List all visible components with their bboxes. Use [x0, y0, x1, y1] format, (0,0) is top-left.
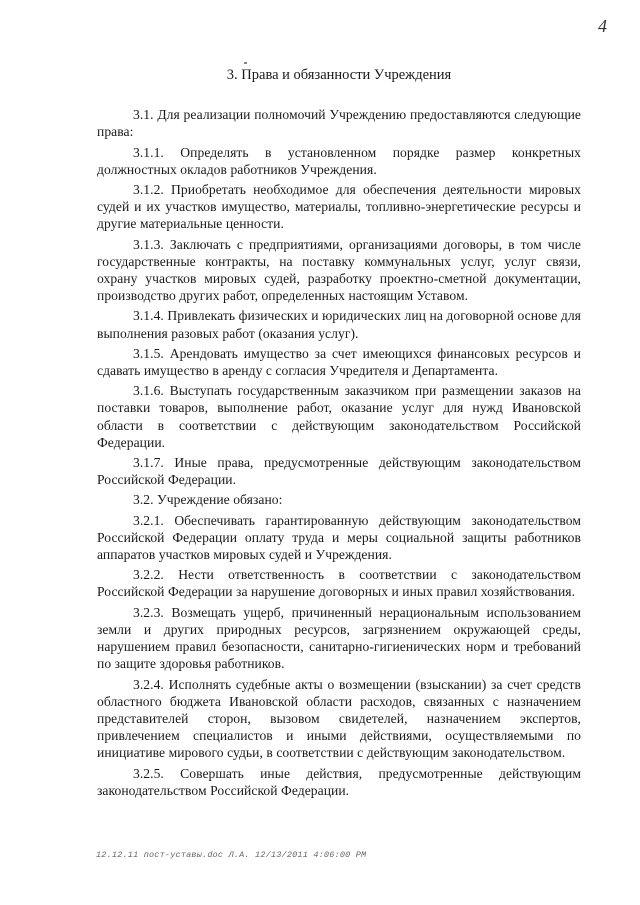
paragraph-3-1-4: 3.1.4. Привлекать физических и юридических лиц на договорной основе для выполнения разовых работ (оказания услуг).: [97, 308, 581, 341]
paragraph-3-2-3: 3.2.3. Возмещать ущерб, причиненный нерациональным использованием земли и других природных ресурсов, загрязнением окружающей среды, нарушением правил безопасности, санитарно-гигиенических норм и требований по защите здоровья работников.: [97, 604, 581, 672]
document-body: [97, 67, 581, 802]
page-number: 4: [598, 16, 607, 36]
paragraph-3-1-6: 3.1.6. Выступать государственным заказчиком при размещении заказов на поставки товаров, выполнение работ, оказание услуг для нужд Ивановской области в соответствии с действующим законодательством Российской Федерации.: [97, 383, 581, 450]
paragraph-3-2-2: 3.2.2. Нести ответственность в соответствии с законодательством Российской Федерации за нарушение договорных и иных правил хозяйствования.: [97, 567, 581, 600]
paragraph-3-1-5: 3.1.5. Арендовать имущество за счет имеющихся финансовых ресурсов и сдавать имущество в аренду с согласия Учредителя и Департамента.: [97, 345, 581, 379]
scan-speck: [244, 62, 247, 64]
paragraph-3-2-1: 3.2.1. Обеспечивать гарантированную действующим законодательством Российской Федерации оплату труда и меры социальной защиты работников аппаратов участков мировых судей и Учреждения.: [97, 512, 581, 563]
paragraph-3-1-1: 3.1.1. Определять в установленном порядке размер конкретных должностных окладов работников Учреждения.: [97, 144, 581, 177]
paragraph-3-1-3: 3.1.3. Заключать с предприятиями, организациями договоры, в том числе государственные контракты, на поставку коммунальных услуг, услуг связи, охрану участков мировых судей, разработку проектно-сметной документации, производство других работ, определенных настоящим Уставом.: [97, 236, 581, 304]
paragraph-3-1: 3.1. Для реализации полномочий Учреждению предоставляются следующие права:: [97, 107, 581, 140]
section-title: 3. Права и обязанности Учреждения: [226, 67, 452, 83]
paragraph-3-1-2: 3.1.2. Приобретать необходимое для обеспечения деятельности мировых судей и их участков имущество, материалы, топливно-энергетические ресурсы и другие материальные ценности.: [97, 182, 581, 232]
paragraph-3-1-7: 3.1.7. Иные права, предусмотренные действующим законодательством Российской Федерации.: [97, 455, 581, 488]
file-footer: 12.12.11 пост-уставы.doc Л.А. 12/13/2011 4:06:00 PM: [96, 850, 367, 860]
paragraph-3-2-4: 3.2.4. Исполнять судебные акты о возмещении (взыскании) за счет средств областного бюджета Ивановской области расходов, связанных с назначением представителей сторон, вызовом свидетелей, назначением экспертов, привлечением специалистов и иными действиями, осуществляемыми по инициативе мирового судьи, в соответствии с действующим законодательством.: [97, 676, 581, 761]
paragraph-3-2-5: 3.2.5. Совершать иные действия, предусмотренные действующим законодательством Российской Федерации.: [97, 765, 581, 798]
paragraph-3-2: 3.2. Учреждение обязано:: [133, 492, 283, 508]
